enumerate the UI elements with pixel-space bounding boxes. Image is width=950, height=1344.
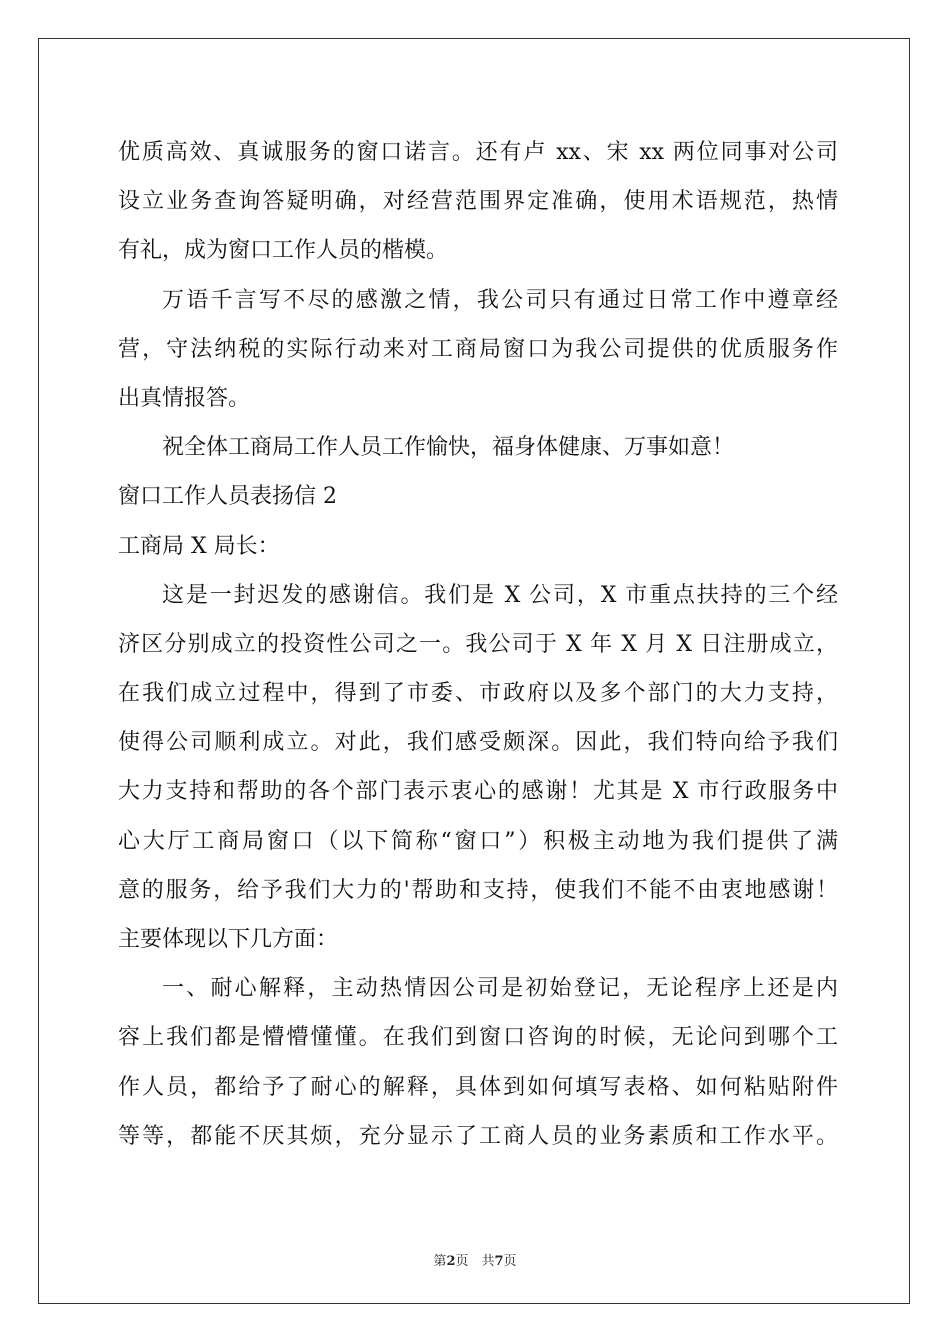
text-line: 主要体现以下几方面： <box>118 927 339 952</box>
page-footer <box>0 1250 950 1269</box>
page-label-suffix: 页 <box>503 1254 517 1269</box>
total-page-number: 7 <box>494 1254 504 1269</box>
text-line: 优质高效、真诚服务的窗口诺言。还有卢 xx、宋 xx 两位同事对公司 <box>118 140 838 165</box>
page-label-mid: 页 共 <box>455 1254 495 1269</box>
text-line: 意的服务，给予我们大力的'帮助和支持，使我们不能不由衷地感谢！ <box>118 877 838 903</box>
text-line: 有礼，成为窗口工作人员的楷模。 <box>118 238 449 264</box>
text-line: 在我们成立过程中，得到了市委、市政府以及多个部门的大力支持， <box>118 681 838 707</box>
text-line: 大力支持和帮助的各个部门表示衷心的感谢！尤其是 X 市行政服务中 <box>118 779 838 805</box>
section-title: 窗口工作人员表扬信 2 <box>118 484 337 510</box>
salutation: 工商局 X 局长： <box>118 533 280 559</box>
paragraph-start: 万语千言写不尽的感激之情，我公司只有通过日常工作中遵章经 <box>162 287 838 313</box>
text-line: 营，守法纳税的实际行动来对工商局窗口为我公司提供的优质服务作 <box>118 336 838 362</box>
document-body <box>118 128 838 1161</box>
page-label-prefix: 第 <box>433 1254 447 1269</box>
text-line: 济区分别成立的投资性公司之一。我公司于 X 年 X 月 X 日注册成立， <box>118 631 838 657</box>
text-line: 心大厅工商局窗口（以下简称“窗口”）积极主动地为我们提供了满 <box>118 828 838 854</box>
text-line: 使得公司顺利成立。对此，我们感受颇深。因此，我们特向给予我们 <box>118 730 838 756</box>
text-line: 作人员，都给予了耐心的解释，具体到如何填写表格、如何粘贴附件 <box>118 1074 838 1100</box>
text-line: 设立业务查询答疑明确，对经营范围界定准确，使用术语规范，热情 <box>118 189 838 215</box>
paragraph-start: 祝全体工商局工作人员工作愉快，福身体健康、万事如意！ <box>162 435 735 461</box>
text-line: 等等，都能不厌其烦，充分显示了工商人员的业务素质和工作水平。 <box>118 1123 838 1149</box>
text-line: 出真情报答。 <box>118 385 251 411</box>
text-line: 容上我们都是懵懵懂懂。在我们到窗口咨询的时候，无论问到哪个工 <box>118 1025 838 1051</box>
current-page-number: 2 <box>446 1254 456 1269</box>
paragraph-start: 这是一封迟发的感谢信。我们是 X 公司，X 市重点扶持的三个经 <box>162 582 838 608</box>
paragraph-start: 一、耐心解释，主动热情因公司是初始登记，无论程序上还是内 <box>162 976 838 1002</box>
